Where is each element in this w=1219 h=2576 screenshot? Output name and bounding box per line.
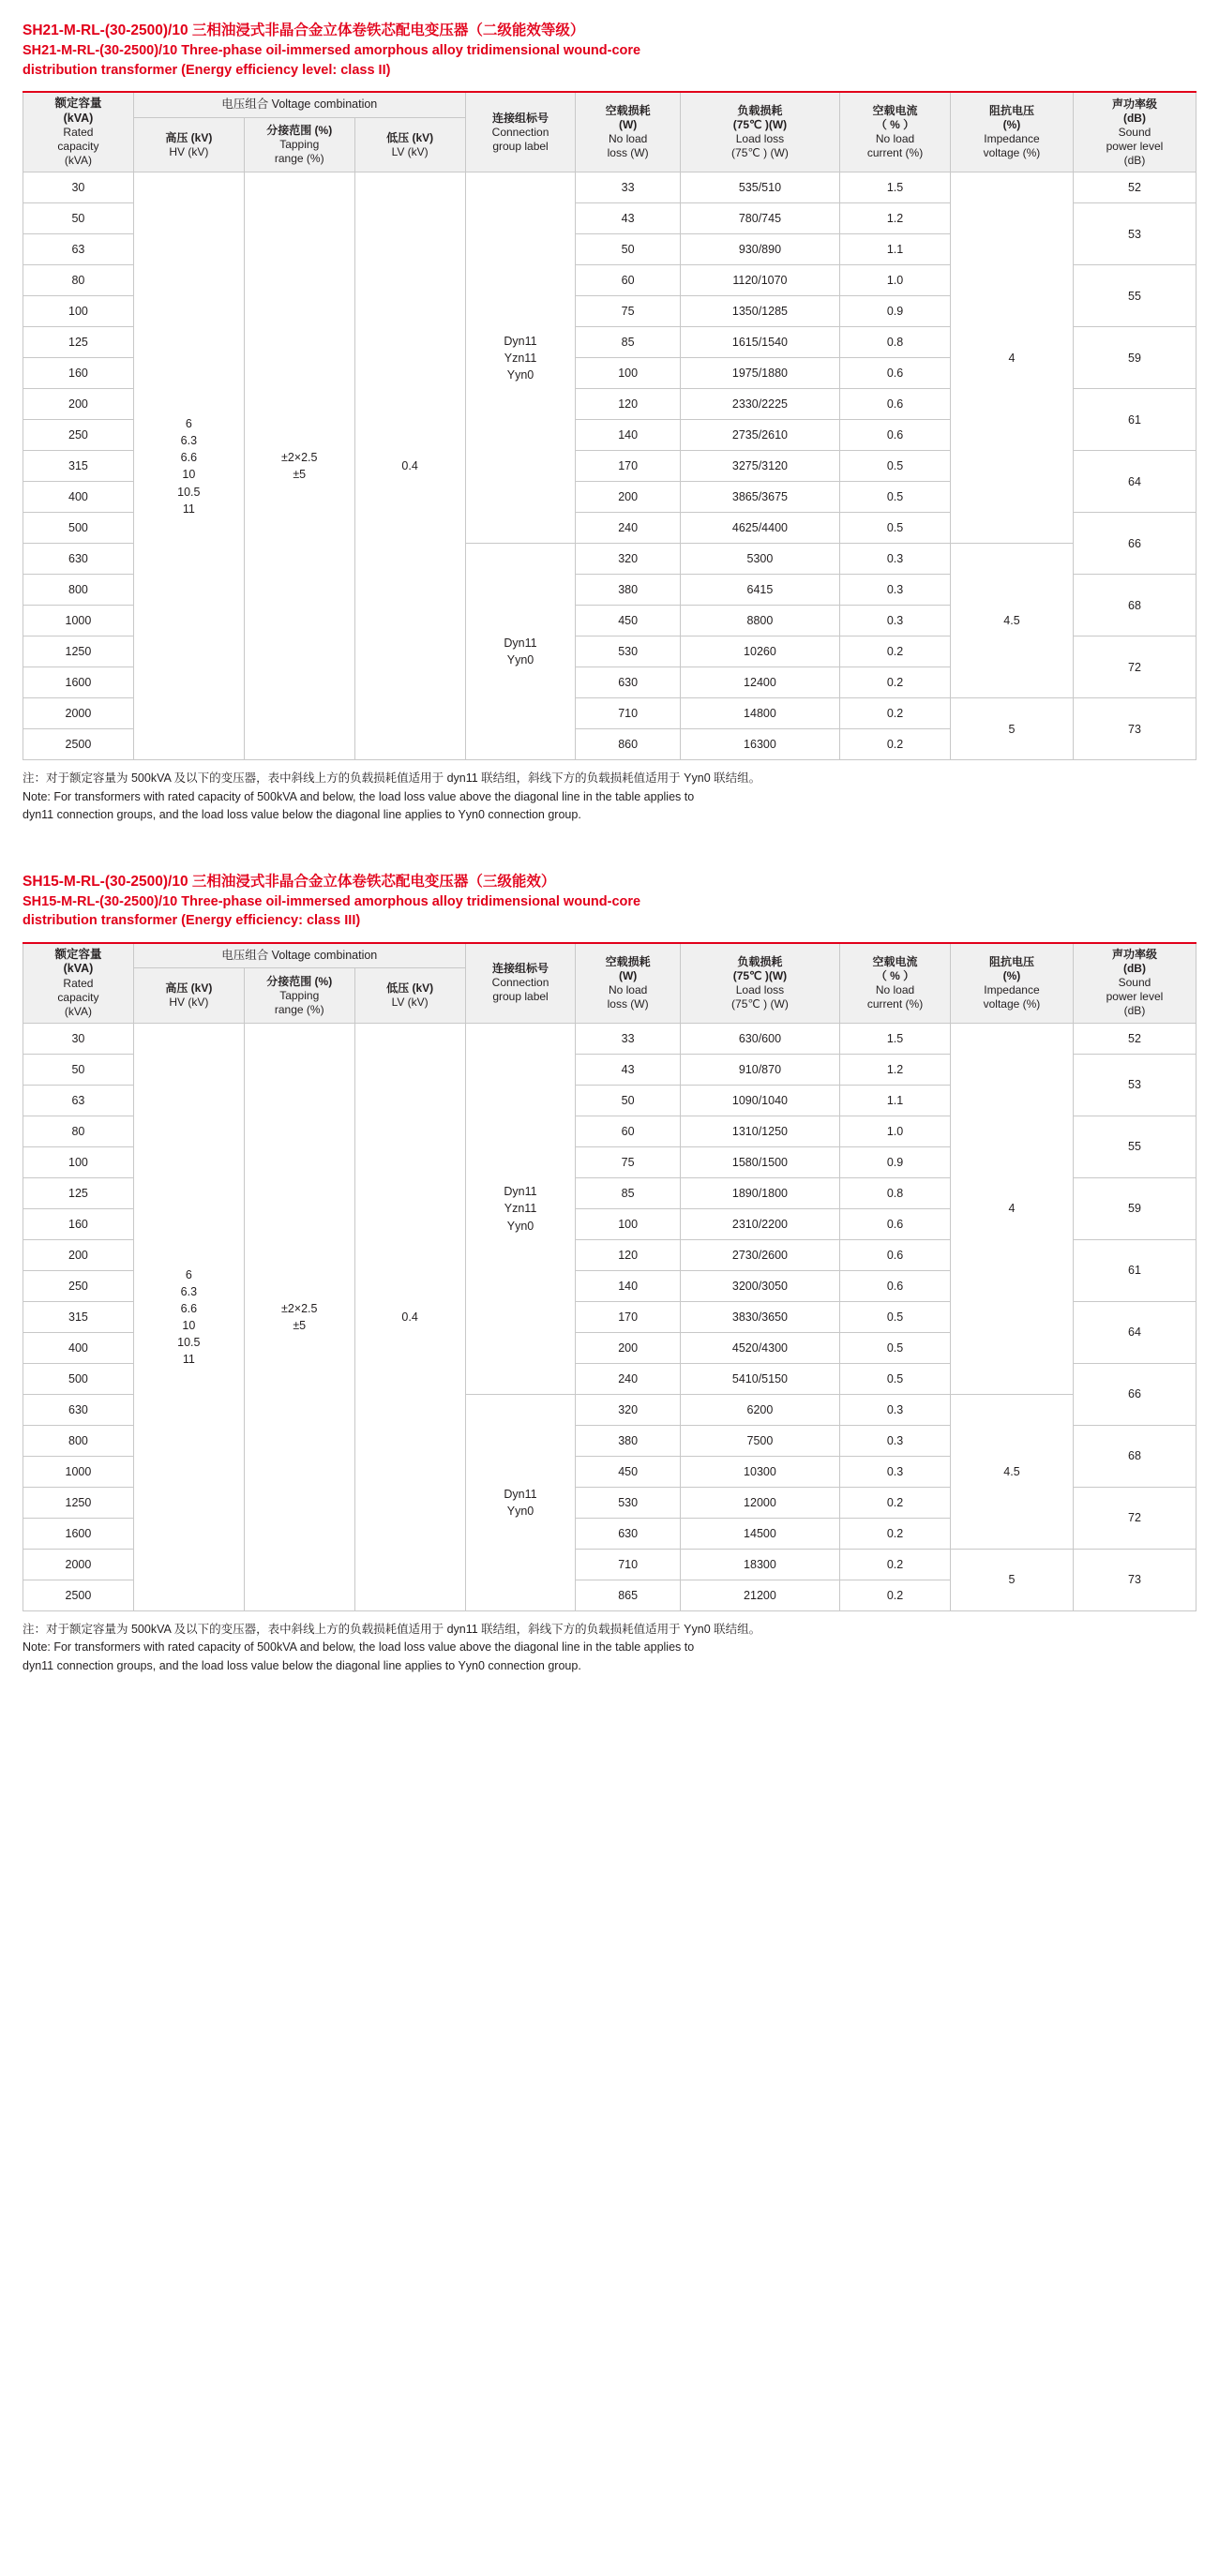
cell-rated-capacity: 50 [23, 1054, 134, 1085]
cell-no-load-current: 0.9 [840, 296, 951, 327]
header-connection-group: 连接组标号 Connection group label [465, 943, 576, 1024]
cell-no-load-current: 0.2 [840, 729, 951, 760]
cell-rated-capacity: 1000 [23, 606, 134, 637]
table-note [23, 1621, 1196, 1675]
cell-rated-capacity: 500 [23, 513, 134, 544]
section-spacer [23, 857, 1196, 872]
cell-no-load-loss: 530 [576, 1487, 680, 1518]
cell-load-loss: 3830/3650 [680, 1301, 839, 1332]
cell-rated-capacity: 500 [23, 1363, 134, 1394]
header-tapping-range: 分接范围 (%) Tapping range (%) [244, 117, 354, 172]
cell-no-load-current: 0.6 [840, 1239, 951, 1270]
cell-no-load-loss: 120 [576, 1239, 680, 1270]
header-no-load-loss: 空载损耗 (W) No load loss (W) [576, 92, 680, 172]
cell-sound-power-level: 72 [1073, 637, 1196, 698]
cell-no-load-current: 0.3 [840, 1394, 951, 1425]
cell-sound-power-level: 66 [1073, 1363, 1196, 1425]
cell-no-load-current: 0.2 [840, 1580, 951, 1610]
cell-connection-group: Dyn11 Yzn11 Yyn0 [465, 172, 576, 544]
cell-rated-capacity: 2000 [23, 698, 134, 729]
spec-section [23, 872, 1196, 1676]
cell-impedance-voltage: 4.5 [950, 1394, 1073, 1549]
cell-sound-power-level: 72 [1073, 1487, 1196, 1549]
cell-load-loss: 12400 [680, 667, 839, 698]
cell-no-load-current: 0.5 [840, 451, 951, 482]
cell-rated-capacity: 315 [23, 451, 134, 482]
section-title-en-line1: SH21-M-RL-(30-2500)/10 Three-phase oil-immersed amorphous alloy tridimensional wound-core [23, 43, 641, 58]
header-load-loss: 负载损耗 (75℃ )(W) Load loss (75℃ ) (W) [680, 92, 839, 172]
section-title [23, 21, 1196, 80]
cell-load-loss: 780/745 [680, 203, 839, 234]
cell-load-loss: 1975/1880 [680, 358, 839, 389]
cell-rated-capacity: 30 [23, 172, 134, 203]
cell-load-loss: 12000 [680, 1487, 839, 1518]
section-title-en-line1: SH15-M-RL-(30-2500)/10 Three-phase oil-immersed amorphous alloy tridimensional wound-core [23, 893, 641, 909]
cell-no-load-current: 0.3 [840, 1425, 951, 1456]
header-no-load-current: 空载电流 （ % ） No load current (%) [840, 943, 951, 1024]
cell-no-load-current: 0.3 [840, 575, 951, 606]
cell-load-loss: 14500 [680, 1518, 839, 1549]
cell-no-load-loss: 140 [576, 420, 680, 451]
cell-no-load-current: 0.3 [840, 1456, 951, 1487]
cell-sound-power-level: 64 [1073, 1301, 1196, 1363]
cell-rated-capacity: 630 [23, 1394, 134, 1425]
cell-rated-capacity: 63 [23, 1085, 134, 1116]
cell-load-loss: 1615/1540 [680, 327, 839, 358]
cell-no-load-loss: 75 [576, 1146, 680, 1177]
specification-table [23, 91, 1196, 760]
cell-load-loss: 4520/4300 [680, 1332, 839, 1363]
cell-no-load-current: 0.2 [840, 667, 951, 698]
cell-load-loss: 1120/1070 [680, 265, 839, 296]
cell-no-load-current: 1.5 [840, 1023, 951, 1054]
cell-rated-capacity: 1600 [23, 1518, 134, 1549]
cell-no-load-loss: 43 [576, 203, 680, 234]
cell-no-load-current: 1.2 [840, 1054, 951, 1085]
cell-rated-capacity: 100 [23, 296, 134, 327]
cell-no-load-current: 0.6 [840, 358, 951, 389]
cell-impedance-voltage: 4.5 [950, 544, 1073, 698]
cell-sound-power-level: 52 [1073, 172, 1196, 203]
cell-no-load-current: 1.1 [840, 234, 951, 265]
spec-section [23, 21, 1196, 825]
cell-no-load-loss: 170 [576, 451, 680, 482]
header-hv: 高压 (kV) HV (kV) [133, 117, 244, 172]
header-rated-capacity: 额定容量 (kVA) Rated capacity (kVA) [23, 92, 134, 172]
cell-sound-power-level: 61 [1073, 1239, 1196, 1301]
cell-load-loss: 1890/1800 [680, 1177, 839, 1208]
cell-connection-group: Dyn11 Yzn11 Yyn0 [465, 1023, 576, 1394]
cell-rated-capacity: 400 [23, 1332, 134, 1363]
cell-impedance-voltage: 4 [950, 1023, 1073, 1394]
note-en-line2: dyn11 connection groups, and the load loss value below the diagonal line applies to Yyn0 connection group. [23, 808, 581, 822]
cell-no-load-current: 0.6 [840, 389, 951, 420]
cell-rated-capacity: 50 [23, 203, 134, 234]
section-title-cn: SH15-M-RL-(30-2500)/10 三相油浸式非晶合金立体卷铁芯配电变压器（三级能效） [23, 873, 556, 890]
cell-no-load-current: 0.8 [840, 1177, 951, 1208]
cell-no-load-current: 0.6 [840, 420, 951, 451]
cell-no-load-loss: 630 [576, 1518, 680, 1549]
header-lv: 低压 (kV) LV (kV) [354, 117, 465, 172]
cell-no-load-loss: 60 [576, 1116, 680, 1146]
note-cn: 注：对于额定容量为 500kVA 及以下的变压器，表中斜线上方的负载损耗值适用于 dyn11 联结组，斜线下方的负载损耗值适用于 Yyn0 联结组。 [23, 771, 761, 786]
cell-rated-capacity: 2500 [23, 1580, 134, 1610]
cell-rated-capacity: 200 [23, 389, 134, 420]
cell-rated-capacity: 200 [23, 1239, 134, 1270]
cell-no-load-current: 1.2 [840, 203, 951, 234]
cell-no-load-loss: 50 [576, 234, 680, 265]
cell-load-loss: 6415 [680, 575, 839, 606]
header-tapping-range: 分接范围 (%) Tapping range (%) [244, 968, 354, 1024]
cell-hv-value: 6 6.3 6.6 10 10.5 11 [133, 172, 244, 760]
table-header [23, 943, 1196, 1024]
cell-no-load-loss: 860 [576, 729, 680, 760]
cell-no-load-current: 0.9 [840, 1146, 951, 1177]
cell-no-load-loss: 140 [576, 1270, 680, 1301]
cell-rated-capacity: 2000 [23, 1549, 134, 1580]
table-row [23, 172, 1196, 203]
cell-load-loss: 18300 [680, 1549, 839, 1580]
cell-no-load-loss: 43 [576, 1054, 680, 1085]
note-en-line1: Note: For transformers with rated capacity of 500kVA and below, the load loss value above the diagonal line in the table applies to [23, 789, 695, 803]
cell-no-load-loss: 200 [576, 1332, 680, 1363]
cell-no-load-current: 1.0 [840, 1116, 951, 1146]
cell-sound-power-level: 64 [1073, 451, 1196, 513]
cell-no-load-loss: 320 [576, 544, 680, 575]
cell-sound-power-level: 73 [1073, 698, 1196, 760]
cell-load-loss: 16300 [680, 729, 839, 760]
cell-no-load-loss: 320 [576, 1394, 680, 1425]
cell-impedance-voltage: 5 [950, 1549, 1073, 1610]
cell-no-load-current: 0.5 [840, 1363, 951, 1394]
cell-sound-power-level: 73 [1073, 1549, 1196, 1610]
table-body [23, 172, 1196, 760]
cell-load-loss: 4625/4400 [680, 513, 839, 544]
cell-sound-power-level: 53 [1073, 203, 1196, 265]
cell-no-load-current: 0.5 [840, 513, 951, 544]
section-title-en-line2: distribution transformer (Energy efficiency: class III) [23, 913, 361, 929]
cell-no-load-current: 0.5 [840, 482, 951, 513]
cell-load-loss: 10300 [680, 1456, 839, 1487]
cell-no-load-current: 0.3 [840, 544, 951, 575]
header-connection-group: 连接组标号 Connection group label [465, 92, 576, 172]
cell-rated-capacity: 630 [23, 544, 134, 575]
cell-load-loss: 5410/5150 [680, 1363, 839, 1394]
cell-no-load-loss: 60 [576, 265, 680, 296]
cell-no-load-loss: 200 [576, 482, 680, 513]
cell-sound-power-level: 61 [1073, 389, 1196, 451]
cell-connection-group: Dyn11 Yyn0 [465, 544, 576, 760]
cell-no-load-current: 0.6 [840, 1270, 951, 1301]
cell-rated-capacity: 100 [23, 1146, 134, 1177]
cell-rated-capacity: 2500 [23, 729, 134, 760]
cell-no-load-loss: 85 [576, 327, 680, 358]
header-sound-power-level: 声功率级 (dB) Sound power level (dB) [1073, 92, 1196, 172]
cell-no-load-loss: 710 [576, 1549, 680, 1580]
cell-load-loss: 1350/1285 [680, 296, 839, 327]
cell-no-load-current: 1.5 [840, 172, 951, 203]
cell-load-loss: 10260 [680, 637, 839, 667]
cell-rated-capacity: 1000 [23, 1456, 134, 1487]
cell-rated-capacity: 400 [23, 482, 134, 513]
header-impedance-voltage: 阻抗电压 (%) Impedance voltage (%) [950, 92, 1073, 172]
header-no-load-current: 空载电流 （ % ） No load current (%) [840, 92, 951, 172]
note-en-line2: dyn11 connection groups, and the load loss value below the diagonal line applies to Yyn0 connection group. [23, 1658, 581, 1672]
specification-table [23, 942, 1196, 1611]
cell-rated-capacity: 30 [23, 1023, 134, 1054]
cell-tapping-value: ±2×2.5 ±5 [244, 1023, 354, 1610]
header-sound-power-level: 声功率级 (dB) Sound power level (dB) [1073, 943, 1196, 1024]
cell-load-loss: 14800 [680, 698, 839, 729]
cell-no-load-current: 0.2 [840, 1549, 951, 1580]
cell-sound-power-level: 68 [1073, 575, 1196, 637]
cell-sound-power-level: 68 [1073, 1425, 1196, 1487]
cell-sound-power-level: 66 [1073, 513, 1196, 575]
header-hv: 高压 (kV) HV (kV) [133, 968, 244, 1024]
cell-no-load-loss: 380 [576, 1425, 680, 1456]
cell-rated-capacity: 800 [23, 1425, 134, 1456]
header-lv: 低压 (kV) LV (kV) [354, 968, 465, 1024]
cell-no-load-current: 0.5 [840, 1332, 951, 1363]
cell-no-load-loss: 530 [576, 637, 680, 667]
cell-tapping-value: ±2×2.5 ±5 [244, 172, 354, 760]
cell-no-load-loss: 50 [576, 1085, 680, 1116]
cell-load-loss: 3200/3050 [680, 1270, 839, 1301]
cell-impedance-voltage: 4 [950, 172, 1073, 544]
cell-sound-power-level: 55 [1073, 265, 1196, 327]
cell-rated-capacity: 125 [23, 1177, 134, 1208]
cell-load-loss: 8800 [680, 606, 839, 637]
cell-no-load-current: 0.6 [840, 1208, 951, 1239]
cell-rated-capacity: 125 [23, 327, 134, 358]
cell-hv-value: 6 6.3 6.6 10 10.5 11 [133, 1023, 244, 1610]
cell-no-load-loss: 450 [576, 606, 680, 637]
cell-no-load-current: 0.5 [840, 1301, 951, 1332]
table-row [23, 1023, 1196, 1054]
cell-load-loss: 2735/2610 [680, 420, 839, 451]
cell-load-loss: 3275/3120 [680, 451, 839, 482]
cell-no-load-loss: 240 [576, 513, 680, 544]
table-header [23, 92, 1196, 172]
cell-load-loss: 535/510 [680, 172, 839, 203]
cell-rated-capacity: 160 [23, 358, 134, 389]
cell-sound-power-level: 59 [1073, 1177, 1196, 1239]
header-row-top [23, 943, 1196, 968]
cell-sound-power-level: 55 [1073, 1116, 1196, 1177]
cell-load-loss: 2730/2600 [680, 1239, 839, 1270]
cell-sound-power-level: 53 [1073, 1054, 1196, 1116]
cell-load-loss: 5300 [680, 544, 839, 575]
header-rated-capacity: 额定容量 (kVA) Rated capacity (kVA) [23, 943, 134, 1024]
cell-load-loss: 2330/2225 [680, 389, 839, 420]
cell-no-load-current: 0.2 [840, 698, 951, 729]
cell-load-loss: 3865/3675 [680, 482, 839, 513]
cell-no-load-current: 0.2 [840, 1518, 951, 1549]
cell-sound-power-level: 59 [1073, 327, 1196, 389]
header-impedance-voltage: 阻抗电压 (%) Impedance voltage (%) [950, 943, 1073, 1024]
table-note [23, 770, 1196, 824]
cell-lv-value: 0.4 [354, 172, 465, 760]
cell-load-loss: 630/600 [680, 1023, 839, 1054]
cell-rated-capacity: 160 [23, 1208, 134, 1239]
header-voltage-combination: 电压组合 Voltage combination [133, 943, 465, 968]
cell-load-loss: 1580/1500 [680, 1146, 839, 1177]
cell-no-load-current: 0.2 [840, 1487, 951, 1518]
cell-no-load-current: 1.0 [840, 265, 951, 296]
cell-no-load-loss: 33 [576, 1023, 680, 1054]
header-row-top [23, 92, 1196, 117]
cell-rated-capacity: 1250 [23, 1487, 134, 1518]
note-en-line1: Note: For transformers with rated capacity of 500kVA and below, the load loss value above the diagonal line in the table applies to [23, 1640, 695, 1655]
cell-load-loss: 1310/1250 [680, 1116, 839, 1146]
cell-no-load-loss: 865 [576, 1580, 680, 1610]
cell-no-load-loss: 33 [576, 172, 680, 203]
cell-rated-capacity: 1600 [23, 667, 134, 698]
cell-load-loss: 910/870 [680, 1054, 839, 1085]
cell-no-load-loss: 710 [576, 698, 680, 729]
cell-rated-capacity: 80 [23, 265, 134, 296]
cell-load-loss: 6200 [680, 1394, 839, 1425]
cell-sound-power-level: 52 [1073, 1023, 1196, 1054]
cell-rated-capacity: 315 [23, 1301, 134, 1332]
cell-no-load-loss: 240 [576, 1363, 680, 1394]
header-load-loss: 负载损耗 (75℃ )(W) Load loss (75℃ ) (W) [680, 943, 839, 1024]
cell-rated-capacity: 1250 [23, 637, 134, 667]
cell-no-load-current: 0.3 [840, 606, 951, 637]
note-cn: 注：对于额定容量为 500kVA 及以下的变压器，表中斜线上方的负载损耗值适用于 dyn11 联结组，斜线下方的负载损耗值适用于 Yyn0 联结组。 [23, 1622, 761, 1636]
cell-no-load-current: 0.2 [840, 637, 951, 667]
cell-no-load-loss: 100 [576, 358, 680, 389]
cell-no-load-loss: 380 [576, 575, 680, 606]
cell-connection-group: Dyn11 Yyn0 [465, 1394, 576, 1610]
section-title [23, 872, 1196, 931]
cell-no-load-loss: 100 [576, 1208, 680, 1239]
cell-no-load-loss: 120 [576, 389, 680, 420]
cell-no-load-current: 1.1 [840, 1085, 951, 1116]
table-body [23, 1023, 1196, 1610]
cell-no-load-loss: 630 [576, 667, 680, 698]
cell-no-load-loss: 450 [576, 1456, 680, 1487]
section-title-cn: SH21-M-RL-(30-2500)/10 三相油浸式非晶合金立体卷铁芯配电变压器（二级能效等级） [23, 22, 585, 38]
cell-no-load-loss: 75 [576, 296, 680, 327]
cell-impedance-voltage: 5 [950, 698, 1073, 760]
cell-load-loss: 21200 [680, 1580, 839, 1610]
cell-load-loss: 2310/2200 [680, 1208, 839, 1239]
header-no-load-loss: 空载损耗 (W) No load loss (W) [576, 943, 680, 1024]
cell-no-load-loss: 85 [576, 1177, 680, 1208]
cell-no-load-current: 0.8 [840, 327, 951, 358]
header-voltage-combination: 电压组合 Voltage combination [133, 92, 465, 117]
cell-rated-capacity: 63 [23, 234, 134, 265]
cell-load-loss: 7500 [680, 1425, 839, 1456]
cell-no-load-loss: 170 [576, 1301, 680, 1332]
cell-rated-capacity: 80 [23, 1116, 134, 1146]
cell-rated-capacity: 250 [23, 420, 134, 451]
cell-load-loss: 930/890 [680, 234, 839, 265]
cell-rated-capacity: 800 [23, 575, 134, 606]
cell-lv-value: 0.4 [354, 1023, 465, 1610]
cell-load-loss: 1090/1040 [680, 1085, 839, 1116]
section-title-en-line2: distribution transformer (Energy efficiency level: class II) [23, 62, 391, 78]
cell-rated-capacity: 250 [23, 1270, 134, 1301]
